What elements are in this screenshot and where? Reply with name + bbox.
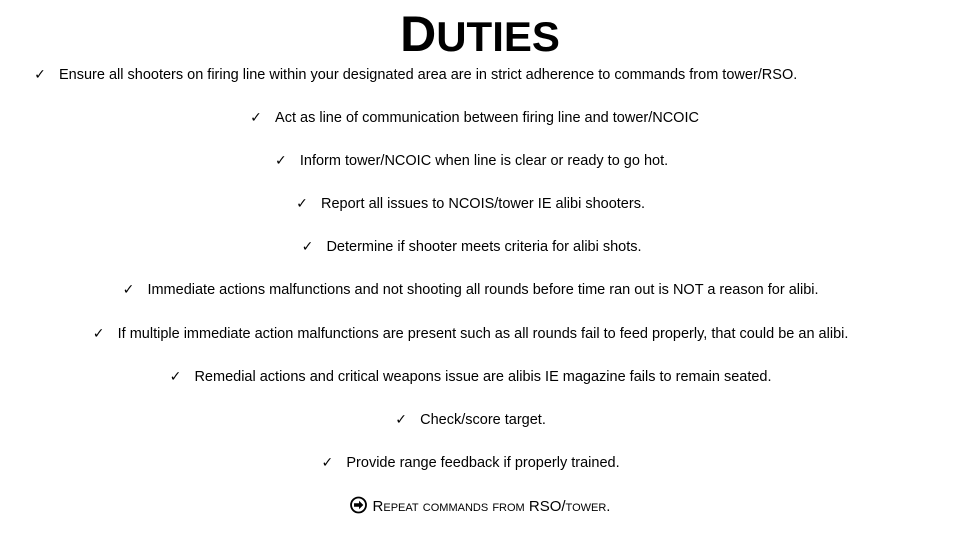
duty-text: Immediate actions malfunctions and not shooting all rounds before time ran out is NOT a reason for alibi. (147, 282, 819, 298)
checkmark-icon: ✓ (321, 455, 334, 471)
duty-text: Determine if shooter meets criteria for alibi shots. (326, 239, 642, 255)
checkmark-icon: ✓ (122, 282, 135, 298)
duty-text: Inform tower/NCOIC when line is clear or ready to go hot. (299, 153, 669, 169)
duty-item-9 (394, 410, 546, 430)
checkmark-icon: ✓ (395, 412, 407, 428)
duty-text: Check/score target. (420, 412, 546, 428)
duty-item-5 (300, 237, 641, 257)
duty-item-3 (274, 151, 668, 171)
duty-text: Ensure all shooters on firing line within your designated area are in strict adherence to commands from tower/RSO. (59, 67, 798, 83)
duty-item-4 (295, 194, 645, 214)
duty-text: If multiple immediate action malfunctions are present such as all rounds fail to feed properly, that could be an alibi. (117, 326, 849, 342)
circled-arrow-right-icon (350, 496, 368, 514)
checkmark-icon: ✓ (296, 196, 308, 212)
duty-text: Act as line of communication between firing line and tower/NCOIC (275, 110, 699, 126)
duty-text: Report all issues to NCOIS/tower IE alibi shooters. (321, 196, 645, 212)
duty-text: Provide range feedback if properly trained. (346, 455, 620, 471)
checkmark-icon: ✓ (301, 239, 314, 255)
checkmark-icon: ✓ (250, 110, 262, 126)
checkmark-icon: ✓ (169, 369, 182, 385)
duty-item-7 (92, 324, 849, 344)
title-rest: UTIES (436, 13, 560, 60)
title-initial: D (400, 6, 437, 62)
duty-text: Remedial actions and critical weapons issue are alibis IE magazine fails to remain seated. (194, 369, 772, 385)
repeat-text: Repeat commands from RSO/tower. (372, 498, 611, 515)
duty-item-1 (33, 65, 797, 85)
checkmark-icon: ✓ (274, 153, 287, 169)
duty-item-10 (320, 453, 619, 473)
checkmark-icon: ✓ (92, 326, 105, 342)
duty-item-2 (249, 108, 699, 128)
checkmark-icon: ✓ (34, 67, 46, 83)
page-title (0, 2, 960, 69)
duty-item-6 (121, 280, 818, 300)
repeat-commands (350, 496, 611, 517)
duty-item-8 (168, 367, 771, 387)
